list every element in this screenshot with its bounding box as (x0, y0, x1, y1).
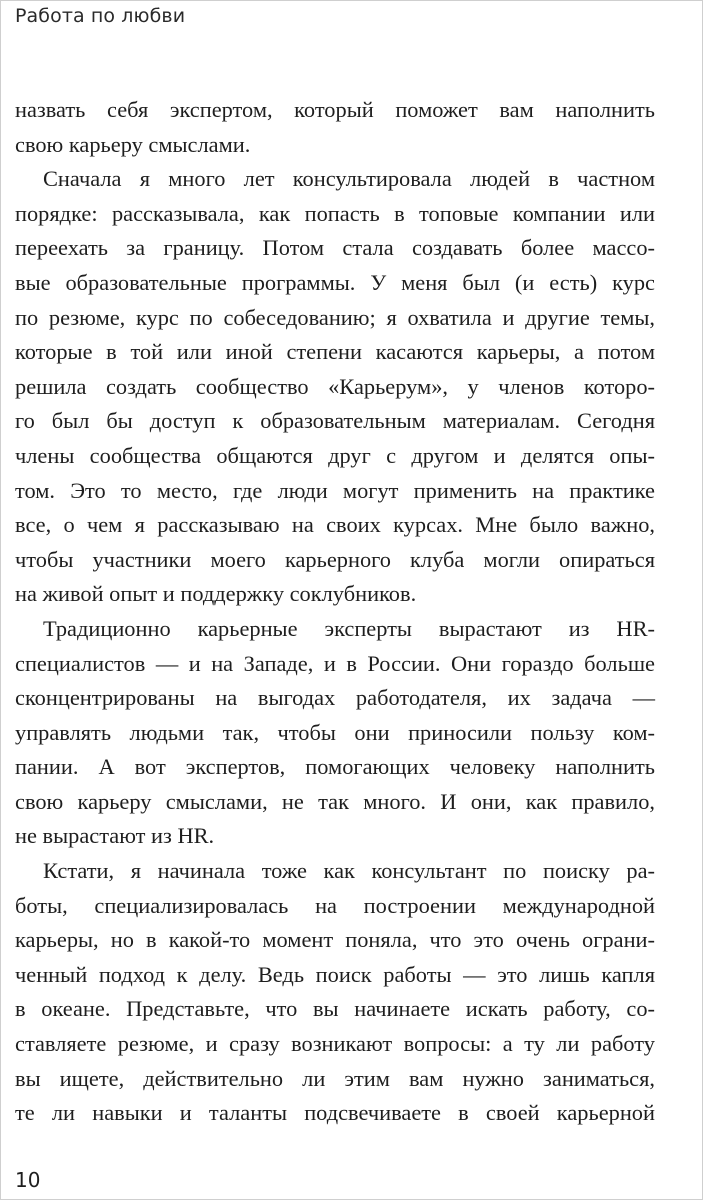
text-line: го был бы доступ к образовательным материалам. Сегодня (15, 408, 655, 434)
text-line: которые в той или иной степени касаются карьеры, а потом (15, 339, 655, 365)
text-line: не вырастают из HR. (15, 823, 215, 849)
text-line: переехать за границу. Потом стала создавать более массо- (15, 235, 655, 261)
text-line: специалистов — и на Западе, и в России. Они гораздо больше (15, 650, 655, 676)
text-line: свою карьеру смыслами. (15, 131, 251, 157)
text-line: вы ищете, действительно ли этим вам нужно заниматься, (15, 1065, 655, 1091)
text-line: члены сообщества общаются друг с другом и делятся опы- (15, 442, 655, 468)
running-head: Работа по любви (15, 5, 186, 27)
text-line: те ли навыки и таланты подсвечиваете в своей карьерной (15, 1100, 655, 1126)
text-line: вые образовательные программы. У меня был (и есть) курс (15, 269, 655, 295)
text-line: управлять людьми так, чтобы они приносили пользу ком- (15, 719, 655, 745)
text-line: ставляете резюме, и сразу возникают вопросы: а ту ли работу (15, 1031, 655, 1057)
text-line: назвать себя экспертом, который поможет вам наполнить (15, 97, 655, 122)
text-line: по резюме, курс по собеседованию; я охватила и другие темы, (15, 304, 655, 330)
text-line: Сначала я много лет консультировала людей в частном (43, 166, 655, 192)
text-line: боты, специализировалась на построении международной (15, 892, 655, 918)
text-line: пании. А вот экспертов, помогающих человеку наполнить (15, 754, 655, 780)
text-line: на живой опыт и поддержку соклубников. (15, 581, 417, 607)
text-line: чтобы участники моего карьерного клуба могли опираться (15, 546, 655, 572)
text-line: все, о чем я рассказываю на своих курсах. Мне было важно, (15, 512, 655, 538)
text-line: ченный подход к делу. Ведь поиск работы — это лишь капля (15, 961, 655, 987)
page-number: 10 (15, 1168, 41, 1192)
text-line: Традиционно карьерные эксперты вырастают из HR- (43, 615, 655, 641)
body-text (15, 93, 655, 1131)
text-line: том. Это то место, где люди могут применить на практике (15, 477, 655, 503)
text-line: решила создать сообщество «Карьерум», у членов которо- (15, 373, 655, 399)
text-line: порядке: рассказывала, как попасть в топовые компании или (15, 200, 655, 226)
text-line: Кстати, я начинала тоже как консультант по поиску ра- (43, 858, 655, 884)
text-line: сконцентрированы на выгодах работодателя, их задача — (15, 685, 655, 711)
text-line: карьеры, но в какой-то момент поняла, что это очень ограни- (15, 927, 655, 953)
text-line: свою карьеру смыслами, не так много. И они, как правило, (15, 788, 655, 814)
text-line: в океане. Представьте, что вы начинаете искать работу, со- (15, 996, 655, 1022)
